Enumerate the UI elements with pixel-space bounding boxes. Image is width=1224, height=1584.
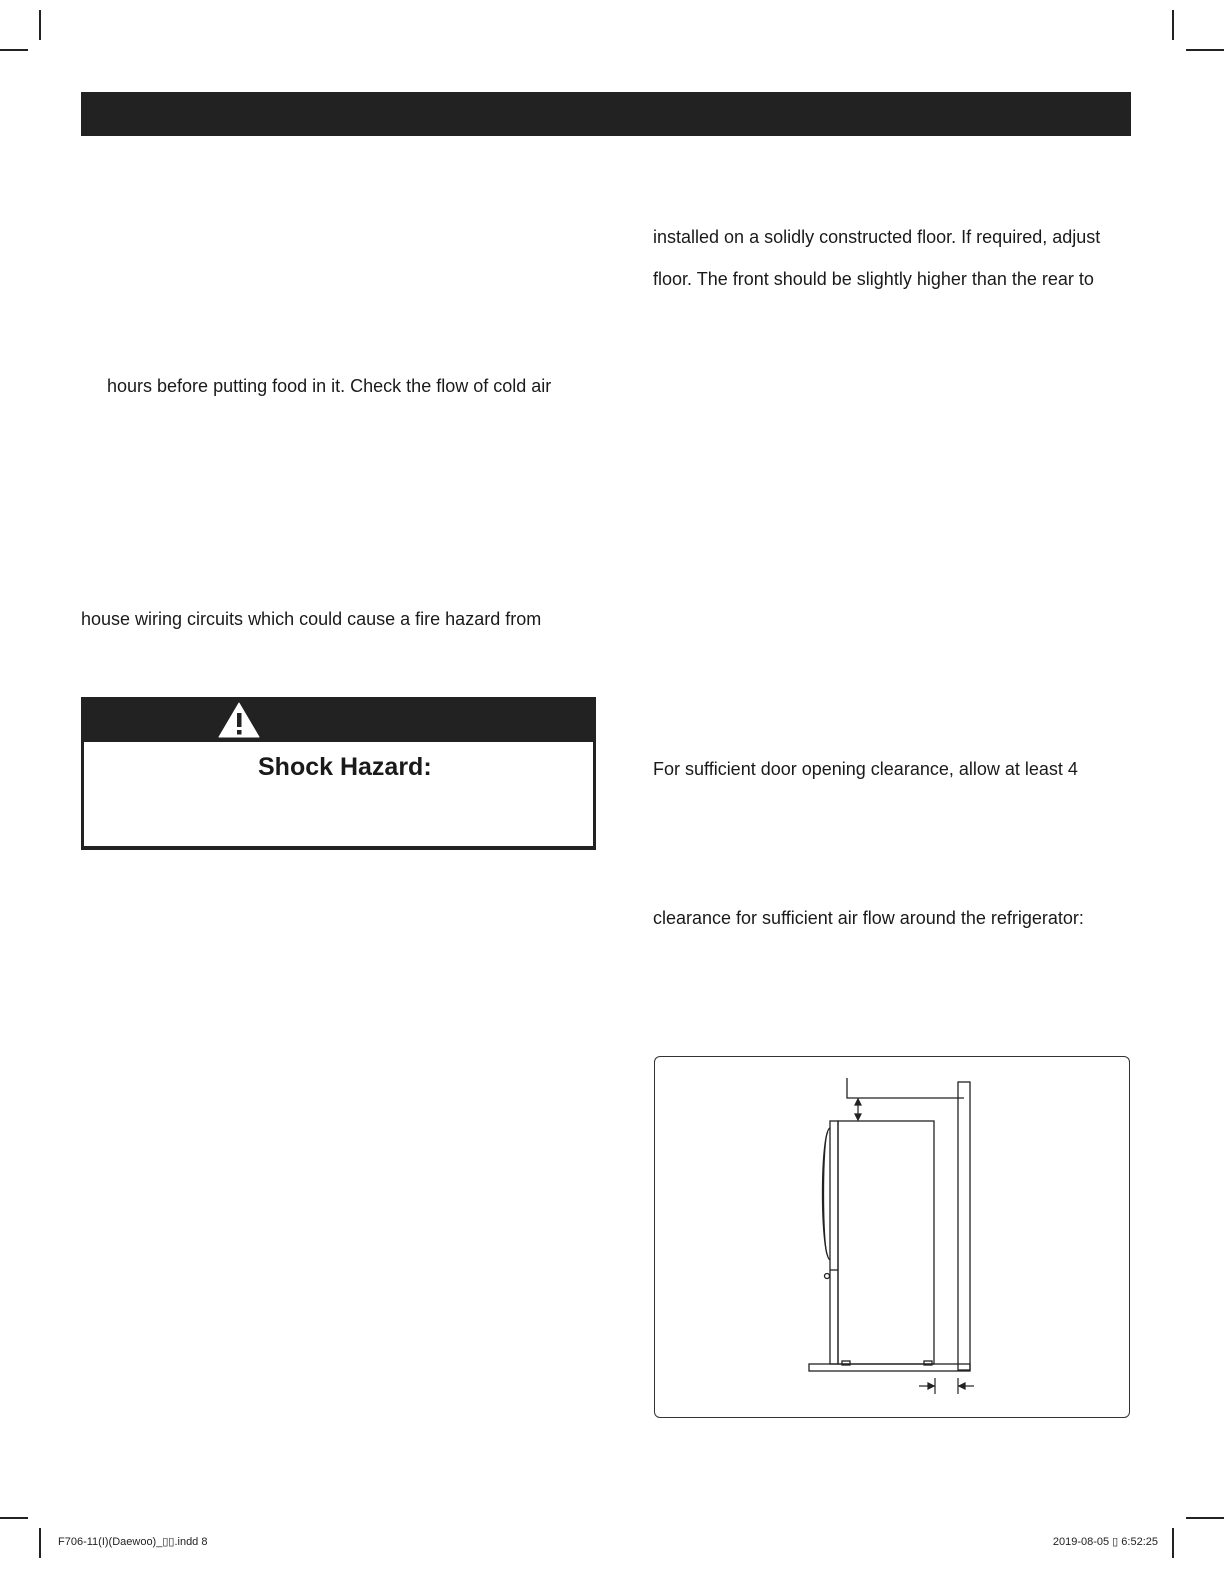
body-text-line: floor. The front should be slightly higher than the rear to <box>653 269 1094 289</box>
body-text-line: clearance for sufficient air flow around the refrigerator: <box>653 908 1084 928</box>
footer-file-name: F706-11(I)(Daewoo)_▯▯.indd 8 <box>58 1536 208 1548</box>
footer-timestamp: 2019-08-05 ▯ 6:52:25 <box>1052 1536 1158 1548</box>
crop-mark <box>1186 49 1224 51</box>
crop-mark <box>1186 1517 1224 1519</box>
crop-mark <box>0 1517 28 1519</box>
warning-box <box>81 697 596 850</box>
body-text-line: hours before putting food in it. Check the flow of cold air <box>107 376 552 396</box>
crop-mark <box>1172 10 1174 40</box>
refrigerator-side-view <box>654 1056 1130 1418</box>
double-arrow-vertical-icon <box>855 1099 861 1120</box>
body-text-line: house wiring circuits which could cause a fire hazard from <box>81 609 542 629</box>
section-header-bar <box>81 92 1131 136</box>
crop-mark <box>0 49 28 51</box>
clearance-diagram <box>654 1056 1130 1418</box>
body-text-line: installed on a solidly constructed floor. If required, adjust <box>653 227 1101 247</box>
warning-header <box>84 697 593 742</box>
warning-triangle-icon <box>218 702 260 738</box>
arrow-left-icon <box>958 1378 974 1394</box>
body-text-line: For sufficient door opening clearance, allow at least 4 <box>653 759 1078 779</box>
arrow-right-icon <box>919 1378 935 1394</box>
crop-mark <box>39 10 41 40</box>
warning-title: Shock Hazard: <box>258 753 432 781</box>
crop-mark <box>39 1528 41 1558</box>
warning-bottom-rule <box>81 846 596 850</box>
crop-mark <box>1172 1528 1174 1558</box>
